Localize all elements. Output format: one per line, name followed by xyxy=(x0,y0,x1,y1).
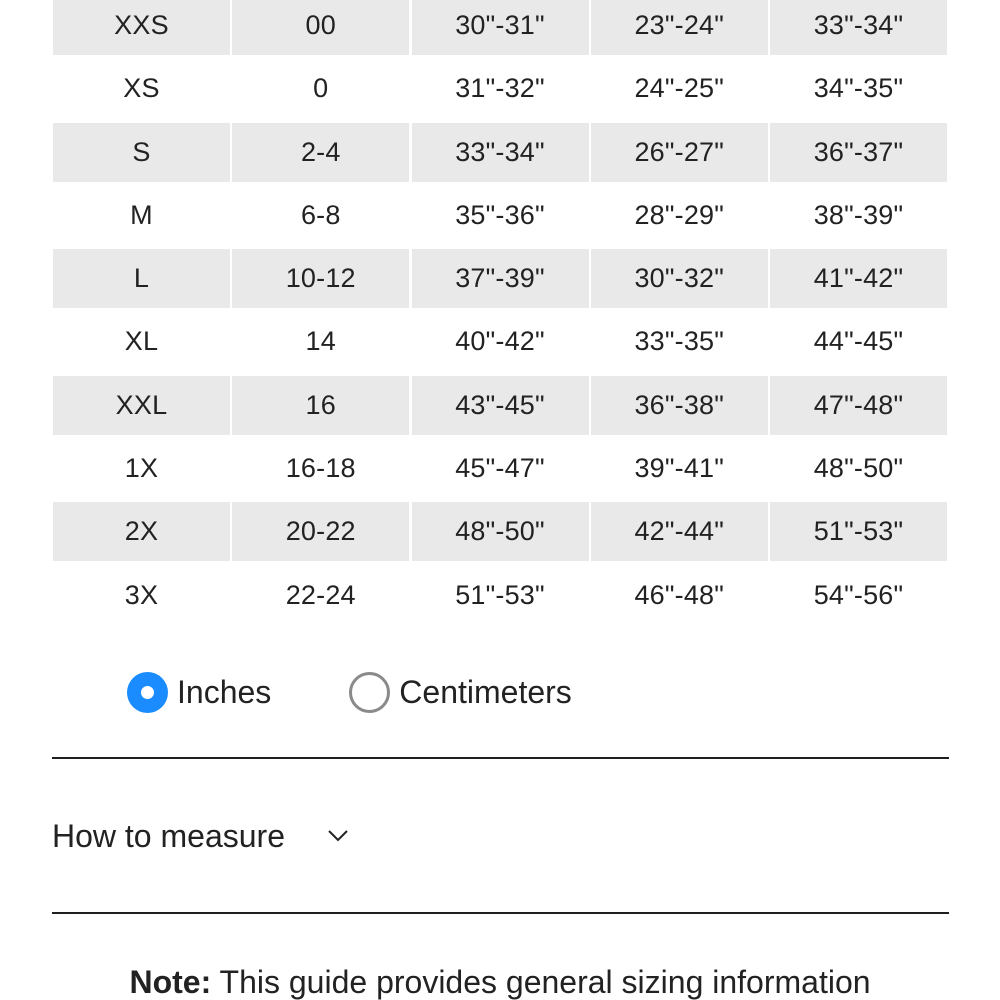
how-to-measure-accordion[interactable] xyxy=(52,810,349,862)
section-divider xyxy=(52,912,949,914)
table-row xyxy=(53,502,947,561)
accordion-label: How to measure xyxy=(52,817,285,854)
measurement-cell: 40"-42" xyxy=(455,326,545,357)
size-cell: XS xyxy=(123,73,160,104)
measurement-cell: 23"-24" xyxy=(591,0,768,55)
size-cell: 1X xyxy=(124,453,159,484)
numeric-size-cell: 22-24 xyxy=(285,579,356,610)
measurement-cell: 34"-35" xyxy=(813,73,904,104)
size-cell: 3X xyxy=(124,579,159,610)
unit-option-inches[interactable] xyxy=(127,672,271,713)
numeric-size-cell: 00 xyxy=(232,0,409,55)
table-row xyxy=(53,0,947,55)
measurement-cell: 41"-42" xyxy=(770,249,947,308)
measurement-cell: 36"-38" xyxy=(591,376,768,435)
size-cell: M xyxy=(130,199,153,230)
measurement-cell: 26"-27" xyxy=(591,123,768,182)
measurement-cell: 38"-39" xyxy=(813,199,904,230)
numeric-size-cell: 16-18 xyxy=(285,453,356,484)
chevron-down-icon[interactable] xyxy=(327,825,349,847)
measurement-cell: 48"-50" xyxy=(412,502,589,561)
table-row xyxy=(53,439,947,498)
size-cell: 2X xyxy=(53,502,230,561)
section-divider xyxy=(52,757,949,759)
measurement-cell: 54"-56" xyxy=(813,579,904,610)
measurement-cell: 36"-37" xyxy=(770,123,947,182)
radio-selected-icon[interactable] xyxy=(127,672,168,713)
numeric-size-cell: 16 xyxy=(232,376,409,435)
sizing-note xyxy=(0,964,1000,1000)
table-row xyxy=(53,376,947,435)
numeric-size-cell: 20-22 xyxy=(232,502,409,561)
table-row xyxy=(53,59,947,118)
table-row xyxy=(53,249,947,308)
measurement-cell: 28"-29" xyxy=(634,199,725,230)
size-cell: XXS xyxy=(53,0,230,55)
measurement-cell: 51"-53" xyxy=(455,579,545,610)
size-cell: XXL xyxy=(53,376,230,435)
measurement-cell: 39"-41" xyxy=(634,453,725,484)
measurement-cell: 31"-32" xyxy=(455,73,545,104)
size-cell: S xyxy=(53,123,230,182)
measurement-cell: 30"-31" xyxy=(412,0,589,55)
table-row xyxy=(53,186,947,245)
table-row xyxy=(53,566,947,625)
size-cell: XL xyxy=(124,326,159,357)
numeric-size-cell: 10-12 xyxy=(232,249,409,308)
unit-option-label: Inches xyxy=(177,673,272,710)
measurement-cell: 33"-34" xyxy=(412,123,589,182)
numeric-size-cell: 2-4 xyxy=(232,123,409,182)
measurement-cell: 30"-32" xyxy=(591,249,768,308)
measurement-cell: 51"-53" xyxy=(770,502,947,561)
numeric-size-cell: 14 xyxy=(305,326,336,357)
numeric-size-cell: 0 xyxy=(313,73,329,104)
measurement-cell: 48"-50" xyxy=(813,453,904,484)
measurement-cell: 33"-34" xyxy=(770,0,947,55)
measurement-cell: 46"-48" xyxy=(634,579,725,610)
size-cell: L xyxy=(53,249,230,308)
numeric-size-cell: 6-8 xyxy=(300,199,341,230)
measurement-cell: 42"-44" xyxy=(591,502,768,561)
size-chart-table xyxy=(53,0,947,629)
radio-unselected-icon[interactable] xyxy=(349,672,390,713)
note-label: Note: xyxy=(129,964,212,1000)
table-row xyxy=(53,123,947,182)
unit-option-centimeters[interactable] xyxy=(349,672,572,713)
measurement-cell: 24"-25" xyxy=(634,73,725,104)
measurement-cell: 43"-45" xyxy=(412,376,589,435)
note-text: This guide provides general sizing information xyxy=(211,964,871,1000)
table-row xyxy=(53,312,947,371)
measurement-cell: 35"-36" xyxy=(455,199,545,230)
measurement-cell: 45"-47" xyxy=(455,453,545,484)
measurement-cell: 37"-39" xyxy=(412,249,589,308)
unit-option-label: Centimeters xyxy=(399,673,572,710)
unit-toggle xyxy=(127,668,572,716)
measurement-cell: 44"-45" xyxy=(813,326,904,357)
measurement-cell: 33"-35" xyxy=(634,326,725,357)
measurement-cell: 47"-48" xyxy=(770,376,947,435)
